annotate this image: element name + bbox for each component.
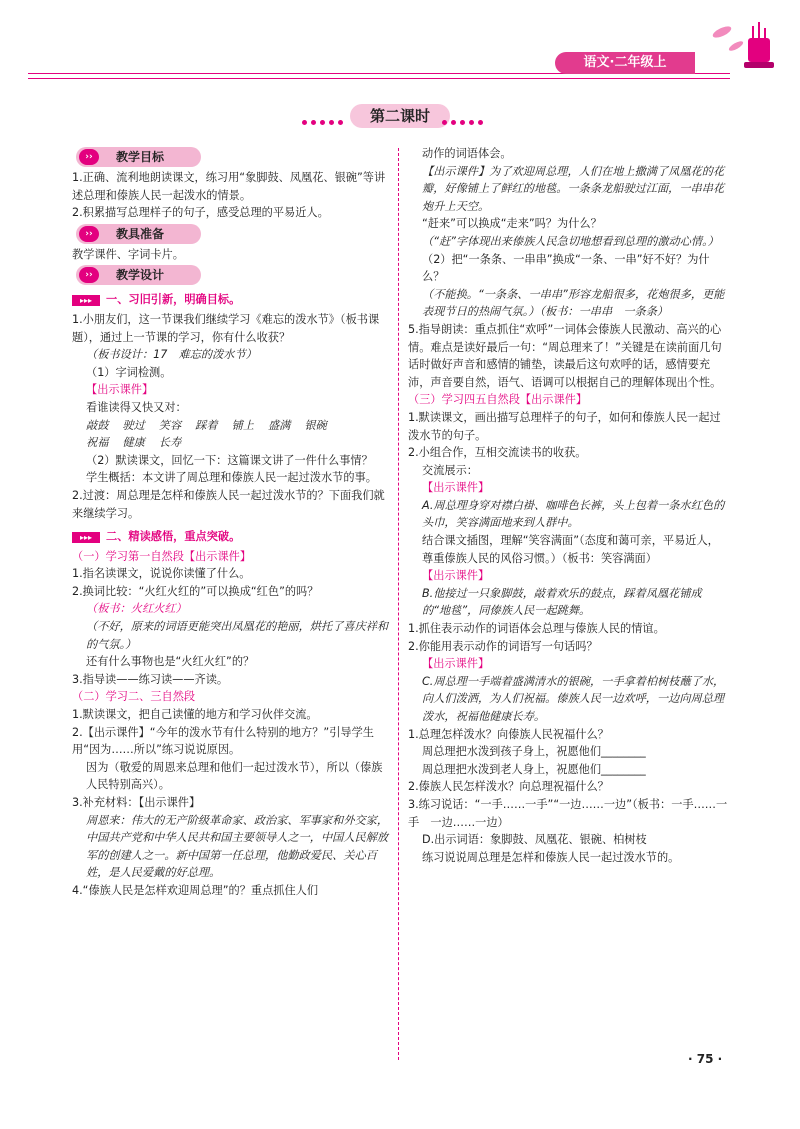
step-a1: 1.小朋友们，这一节课我们继续学习《难忘的泼水节》（板书课题），通过上一节课的学习，你有什么收获？ [72,312,380,344]
chevron-icon: ›› [79,226,99,242]
title-dots-right [440,110,485,129]
step-a1d: 看谁读得又快又对： [86,400,187,414]
step-d2c: 结合课文插图，理解“笑容满面”（态度和蔼可亲，平易近人，尊重傣族人民的风俗习惯。）（板书：笑容满面） [422,534,719,565]
step-f3: 3.练习说话：“一手……一手”“一边……一边”（板书：一手……一手 一边……一边） [408,797,728,829]
lesson-title: 第二课时 [300,104,500,128]
step-f3b: 练习说说周总理是怎样和傣族人民一起过泼水节的。 [422,850,680,864]
fill-blank-2: 周总理把水泼到老人身上，祝愿他们________ [422,762,646,776]
step-r6: 5.指导朗读：重点抓住“欢呼”一词体会傣族人民激动、高兴的心情。难点是读好最后一句：“周总理来了！”关键是在读前面几句话时做好声音和感情的铺垫，读最后这句欢呼的话，感情要充沛，声音要自然，语气、语调可以根据自己的理解体现出个性。 [408,322,722,389]
step-d2a: 交流展示： [422,463,478,477]
question-r4: （2）把“一条条、一串串”换成“一条、一串”好不好？为什么？ [422,252,710,284]
fill-blank-1: 周总理把水泼到孩子身上，祝愿他们________ [422,745,646,759]
section-2-heading: ▸▸▸ 二、精读感悟，重点突破。 [72,528,390,546]
step-r0: 动作的词语体会。 [422,147,512,160]
arrow-icon: ▸▸▸ [72,532,100,543]
courseware-text-a: A.周总理身穿对襟白褂、咖啡色长裤，头上包着一条水红色的头巾，笑容满面地来到人群中。 [422,498,725,530]
step-f1: 1.总理怎样泼水？向傣族人民祝福什么？ [408,727,609,741]
show-courseware-4: 【出示课件】 [422,657,490,671]
zhou-enlai-bio: 周恩来：伟大的无产阶级革命家、政治家、军事家和外交家，中国共产党和中华人民共和国主要领导人之一，中国人民解放军的创建人之一。新中国第一任总理，他勤政爱民、关心百姓，是人民爱戴的好总理。 [86,813,389,880]
goal-1: 1.正确、流利地朗读课文，练习用“象脚鼓、凤凰花、银碗”等讲述总理和傣族人民一起泼水的情景。 [72,171,386,202]
step-e1: 1.抓住表示动作的词语体会总理与傣族人民的情谊。 [408,622,665,636]
step-d1: 1.默读课文，画出描写总理样子的句子，如何和傣族人民一起过泼水节的句子。 [408,410,721,442]
prep-text: 教学课件、字词卡片。 [72,247,184,261]
page-number: · 75 · [688,1052,723,1066]
step-c3: 3.补充材料：【出示课件】 [72,796,201,809]
goal-2: 2.积累描写总理样子的句子，感受总理的平易近人。 [72,206,329,220]
step-a1f: 学生概括：本文讲了周总理和傣族人民一起过泼水节的事。 [86,471,377,485]
show-courseware-2: 【出示课件】 [422,481,490,495]
question-r2: “赶来”可以换成“走来”吗？为什么？ [422,217,602,231]
header-subject-label: 语文·二年级上 [555,52,695,74]
right-column [408,145,728,866]
word-list-2: 祝福 健康 长寿 [86,436,182,450]
step-f2: 2.傣族人民怎样泼水？向总理祝福什么？ [408,780,609,794]
step-c1: 1.默读课文，把自己读懂的地方和学习伙伴交流。 [72,708,318,722]
step-e2: 2.你能用表示动作的词语写一句话吗？ [408,639,598,653]
chevron-icon: ›› [79,149,99,165]
show-courseware-1: 【出示课件】 [86,383,154,397]
subsection-3: （三）学习四五自然段【出示课件】 [408,393,588,407]
courseware-text-1: 【出示课件】为了欢迎周总理，人们在地上撒满了凤凰花的花瓣，好像铺上了鲜红的地毯。一条条龙船驶过江面，一串串花炮升上天空。 [422,164,725,213]
step-c4: 4.“傣族人民是怎样欢迎周总理”的？重点抓住人们 [72,883,319,897]
board-note-1: （板书：火红火红） [86,602,187,616]
badge-teaching-aids: ›› 教具准备 [76,224,201,244]
step-a1c: （1）字词检测。 [86,365,172,379]
show-courseware-3: 【出示课件】 [422,569,490,583]
step-f3a: D.出示词语：象脚鼓、凤凰花、银碗、柏树枝 [422,833,647,847]
badge-teaching-design: ›› 教学设计 [76,265,201,285]
chevron-icon: ›› [79,267,99,283]
header-rule-thin [28,78,730,79]
courseware-text-b: B.他接过一只象脚鼓，敲着欢乐的鼓点，踩着凤凰花铺成的“地毯”，同傣族人民一起跳舞。 [422,586,702,618]
word-list-1: 敲鼓 驶过 笑容 踩着 铺上 盛满 银碗 [86,418,327,432]
step-d2: 2.小组合作，互相交流读书的收获。 [408,446,587,460]
board-design: （板书设计：17 难忘的泼水节） [86,348,257,362]
answer-b2: （不好，原来的词语更能突出凤凰花的艳丽，烘托了喜庆祥和的气氛。） [86,620,389,651]
arrow-icon: ▸▸▸ [72,295,100,306]
answer-r3: （“赶”字体现出来傣族人民急切地想看到总理的激动心情。） [422,234,719,248]
subsection-2: （二）学习二、三自然段 [72,690,196,704]
step-c2a: 因为（敬爱的周恩来总理和他们一起过泼水节），所以（傣族人民特别高兴）。 [86,760,383,792]
column-divider [398,148,399,1060]
step-b2c: 还有什么事物也是“火红火红”的？ [86,655,255,669]
courseware-text-c: C.周总理一手端着盛满清水的银碗，一手拿着柏树枝蘸了水，向人们泼洒，为人们祝福。傣族人民一边欢呼，一边向周总理泼水，祝福他健康长寿。 [422,674,725,723]
answer-r5: （不能换。“一条条、一串串”形容龙船很多，花炮很多，更能表现节日的热闹气氛。）（板书：一串串 一条条） [422,287,725,319]
step-b3: 3.指导读——练习读——齐读。 [72,672,229,686]
step-b2: 2.换词比较：“火红火红的”可以换成“红色”的吗？ [72,584,319,598]
step-b1: 1.指名读课文，说说你读懂了什么。 [72,567,251,581]
left-column [72,145,390,900]
step-a2: 2.过渡：周总理是怎样和傣族人民一起过泼水节的？下面我们就来继续学习。 [72,488,385,520]
section-1-heading: ▸▸▸ 一、习旧引新，明确目标。 [72,291,390,309]
step-c2: 2.【出示课件】“今年的泼水节有什么特别的地方？”引导学生用“因为……所以”练习说说原因。 [72,725,374,757]
badge-teaching-goals: ›› 教学目标 [76,147,201,167]
step-a1e: （2）默读课文，回忆一下：这篇课文讲了一件什么事情？ [86,453,373,467]
subsection-1: （一）学习第一自然段【出示课件】 [72,549,252,563]
